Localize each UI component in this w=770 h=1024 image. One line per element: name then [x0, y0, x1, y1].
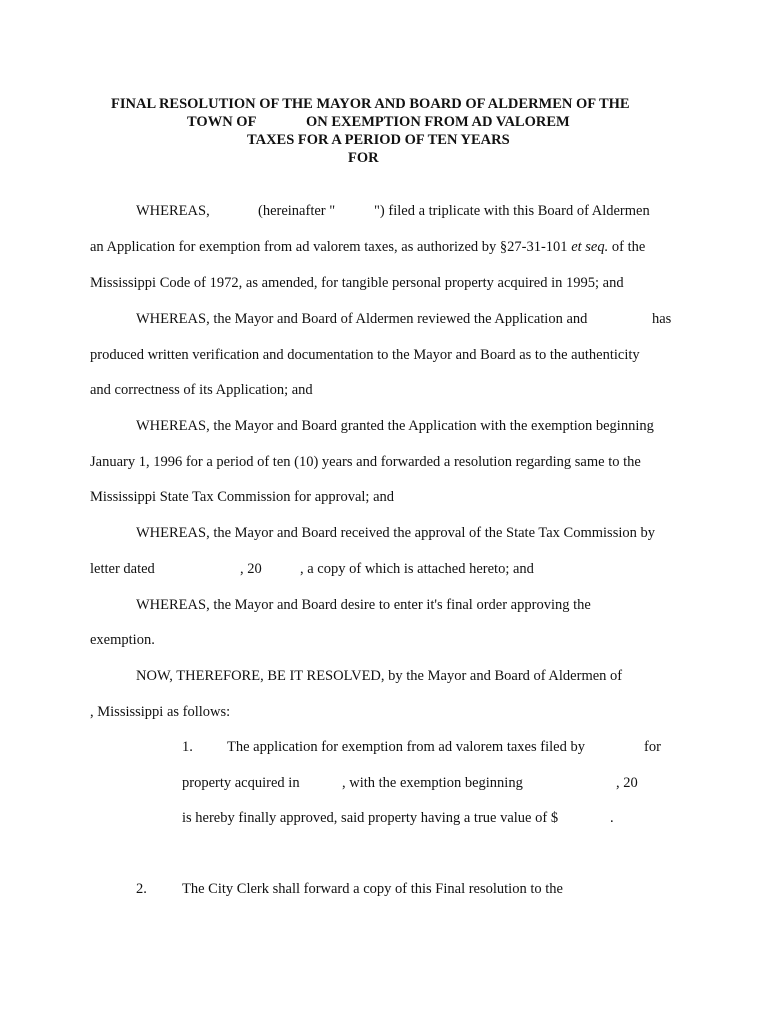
item2-number: 2. [136, 881, 147, 897]
item2-line-1: The City Clerk shall forward a copy of this Final resolution to the [182, 881, 563, 897]
p1-whereas: WHEREAS, [136, 203, 210, 219]
item1-line-2b: , with the exemption beginning [342, 775, 523, 791]
title-exemption: ON EXEMPTION FROM AD VALOREM [306, 114, 570, 130]
p3-line-1: WHEREAS, the Mayor and Board granted the Application with the exemption beginning [136, 418, 654, 434]
p3-line-2: January 1, 1996 for a period of ten (10) years and forwarded a resolution regarding same to the [90, 454, 641, 470]
item1-number: 1. [182, 739, 193, 755]
p6-line-2: , Mississippi as follows: [90, 704, 231, 720]
p1-line-2 [90, 238, 645, 256]
p1-line-3: Mississippi Code of 1972, as amended, for tangible personal property acquired in 1995; and [90, 275, 624, 291]
title-line-4: FOR [348, 150, 379, 166]
item1-line-2a: property acquired in [182, 775, 300, 791]
p2-line-3: and correctness of its Application; and [90, 382, 313, 398]
item1-line-2c: , 20 [616, 775, 638, 791]
item1-line-1a: The application for exemption from ad valorem taxes filed by [227, 739, 585, 755]
title-line-3: TAXES FOR A PERIOD OF TEN YEARS [247, 132, 510, 148]
p4-letter-dated: letter dated [90, 561, 155, 577]
item1-line-3b: . [610, 810, 614, 826]
p6-line-1: NOW, THEREFORE, BE IT RESOLVED, by the Mayor and Board of Aldermen of [136, 668, 623, 684]
p5-line-2: exemption. [90, 632, 155, 648]
p3-line-3: Mississippi State Tax Commission for approval; and [90, 489, 395, 505]
p2-line-1a: WHEREAS, the Mayor and Board of Aldermen reviewed the Application and [136, 311, 588, 327]
p4-year: , 20 [240, 561, 262, 577]
p4-copy-attached: , a copy of which is attached hereto; and [300, 561, 534, 577]
title-town-of: TOWN OF [187, 114, 257, 130]
p1-line-2c: of the [608, 239, 646, 255]
p1-line-2a: an Application for exemption from ad valorem taxes, as authorized by §27-31-101 [90, 239, 572, 255]
item1-line-3a: is hereby finally approved, said property having a true value of $ [182, 810, 559, 826]
item1-line-1b: for [644, 739, 661, 755]
p5-line-1: WHEREAS, the Mayor and Board desire to enter it's final order approving the [136, 597, 591, 613]
p1-hereinafter: (hereinafter " [258, 203, 336, 219]
p4-line-1: WHEREAS, the Mayor and Board received the approval of the State Tax Commission by [136, 525, 655, 541]
p1-filed: ") filed a triplicate with this Board of Aldermen [374, 203, 650, 219]
p2-line-1b: has [652, 311, 672, 327]
title-line-1: FINAL RESOLUTION OF THE MAYOR AND BOARD OF ALDERMEN OF THE [111, 96, 630, 112]
p2-line-2: produced written verification and documentation to the Mayor and Board as to the authenticity [90, 347, 640, 363]
p1-et-seq: et seq. [571, 239, 609, 255]
